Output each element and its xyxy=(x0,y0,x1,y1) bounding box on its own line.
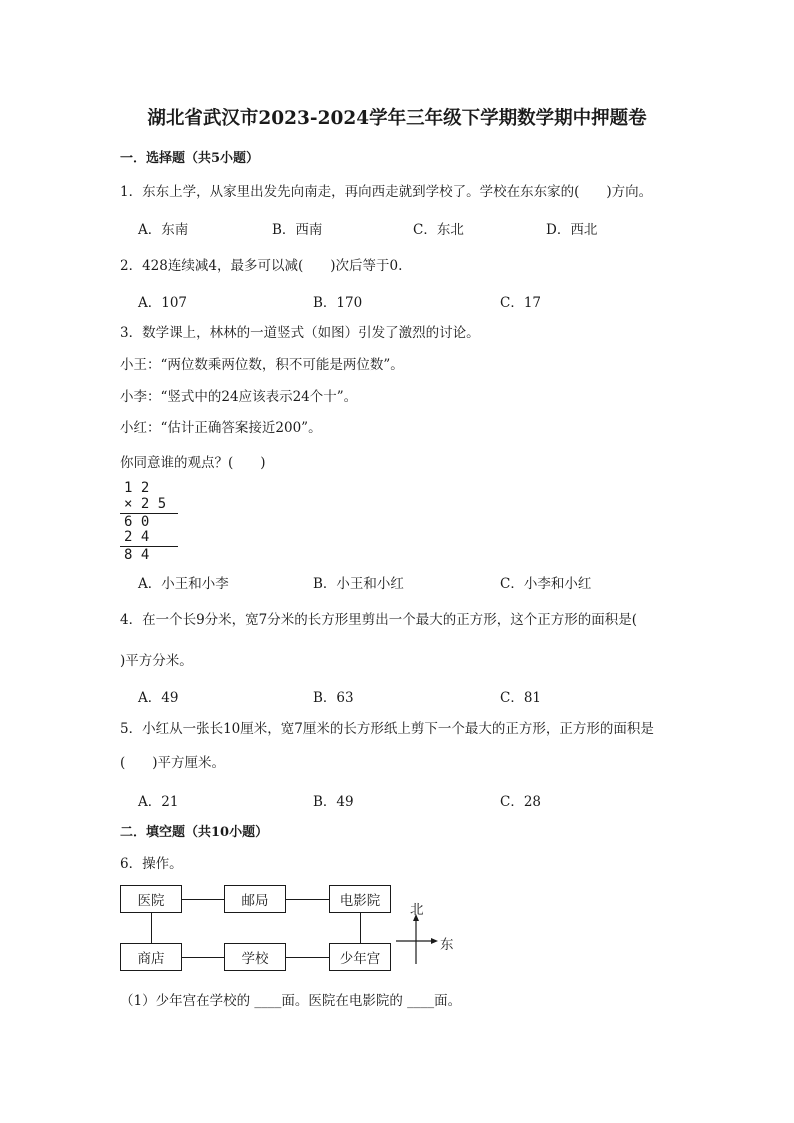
section-heading-choice: 一．选择题（共5小题） xyxy=(120,151,260,166)
map-connector-hospital-shop xyxy=(151,913,152,943)
question-1-option-d[interactable]: D．西北 xyxy=(546,222,598,238)
map-box-youth-palace: 少年宫 xyxy=(329,943,391,971)
question-4-text-line-2: )平方分米。 xyxy=(120,653,193,669)
question-2-option-b[interactable]: B．170 xyxy=(313,295,363,311)
question-5-option-b[interactable]: B．49 xyxy=(313,794,354,810)
question-4-option-c[interactable]: C．81 xyxy=(500,690,542,706)
question-3-option-b[interactable]: B．小王和小红 xyxy=(313,576,404,592)
vertical-calc-row-4: 2 4 xyxy=(124,529,150,545)
vertical-calc-row-3: 6 0 xyxy=(124,514,150,530)
question-5-option-a[interactable]: A．21 xyxy=(138,794,179,810)
section-heading-fill-in: 二．填空题（共10小题） xyxy=(120,825,269,840)
question-3-option-a[interactable]: A．小王和小李 xyxy=(138,576,229,592)
question-4-text-line-1: 4．在一个长9分米，宽7分米的长方形里剪出一个最大的正方形，这个正方形的面积是( xyxy=(120,612,638,628)
question-5-text-line-1: 5．小红从一张长10厘米，宽7厘米的长方形纸上剪下一个最大的正方形，正方形的面积是 xyxy=(120,721,654,737)
map-box-hospital: 医院 xyxy=(120,885,182,913)
map-connector-cinema-youthpalace xyxy=(360,913,361,943)
question-3-ask: 你同意谁的观点？( ) xyxy=(120,455,266,471)
question-4-option-a[interactable]: A．49 xyxy=(138,690,179,706)
question-2-text: 2．428连续减4，最多可以减( )次后等于0. xyxy=(120,258,403,274)
map-box-post-office: 邮局 xyxy=(224,885,286,913)
question-1-option-c[interactable]: C．东北 xyxy=(413,222,464,238)
map-connector-post-cinema xyxy=(286,899,329,900)
question-5-option-c[interactable]: C．28 xyxy=(500,794,542,810)
question-1-option-a[interactable]: A．东南 xyxy=(138,222,189,238)
question-2-option-c[interactable]: C．17 xyxy=(500,295,542,311)
map-box-shop: 商店 xyxy=(120,943,182,971)
question-3-opinion-xiaohong: 小红：“估计正确答案接近200”。 xyxy=(120,420,322,436)
question-4-option-b[interactable]: B．63 xyxy=(313,690,354,706)
vertical-calc-row-2: × 2 5 xyxy=(124,496,167,512)
question-3-opinion-xiaoli: 小李：“竖式中的24应该表示24个十”。 xyxy=(120,389,358,405)
map-connector-shop-school xyxy=(182,957,224,958)
compass-arrows-icon xyxy=(394,912,442,968)
map-box-cinema: 电影院 xyxy=(329,885,391,913)
question-1-option-b[interactable]: B．西南 xyxy=(272,222,323,238)
question-2-option-a[interactable]: A．107 xyxy=(138,295,188,311)
compass-north-label: 北 xyxy=(410,902,424,918)
question-5-text-line-2: ( )平方厘米。 xyxy=(120,755,226,771)
question-6-subquestion-1: （1）少年宫在学校的 ____面。医院在电影院的 ____面。 xyxy=(120,993,462,1009)
question-1-text: 1．东东上学，从家里出发先向南走，再向西走就到学校了。学校在东东家的( )方向。 xyxy=(120,184,653,200)
vertical-calc-row-1: 1 2 xyxy=(124,480,150,496)
vertical-calc-row-5: 8 4 xyxy=(124,547,150,563)
question-3-opinion-xiaowang: 小王：“两位数乘两位数，积不可能是两位数”。 xyxy=(120,357,404,373)
map-box-school: 学校 xyxy=(224,943,286,971)
map-connector-hospital-post xyxy=(182,899,224,900)
map-connector-school-youthpalace xyxy=(286,957,329,958)
compass-east-label: 东 xyxy=(440,937,454,953)
page-title: 湖北省武汉市2023-2024学年三年级下学期数学期中押题卷 xyxy=(147,108,647,129)
question-3-text: 3．数学课上，林林的一道竖式（如图）引发了激烈的讨论。 xyxy=(120,325,480,341)
question-6-text: 6．操作。 xyxy=(120,856,183,872)
question-3-option-c[interactable]: C．小李和小红 xyxy=(500,576,592,592)
